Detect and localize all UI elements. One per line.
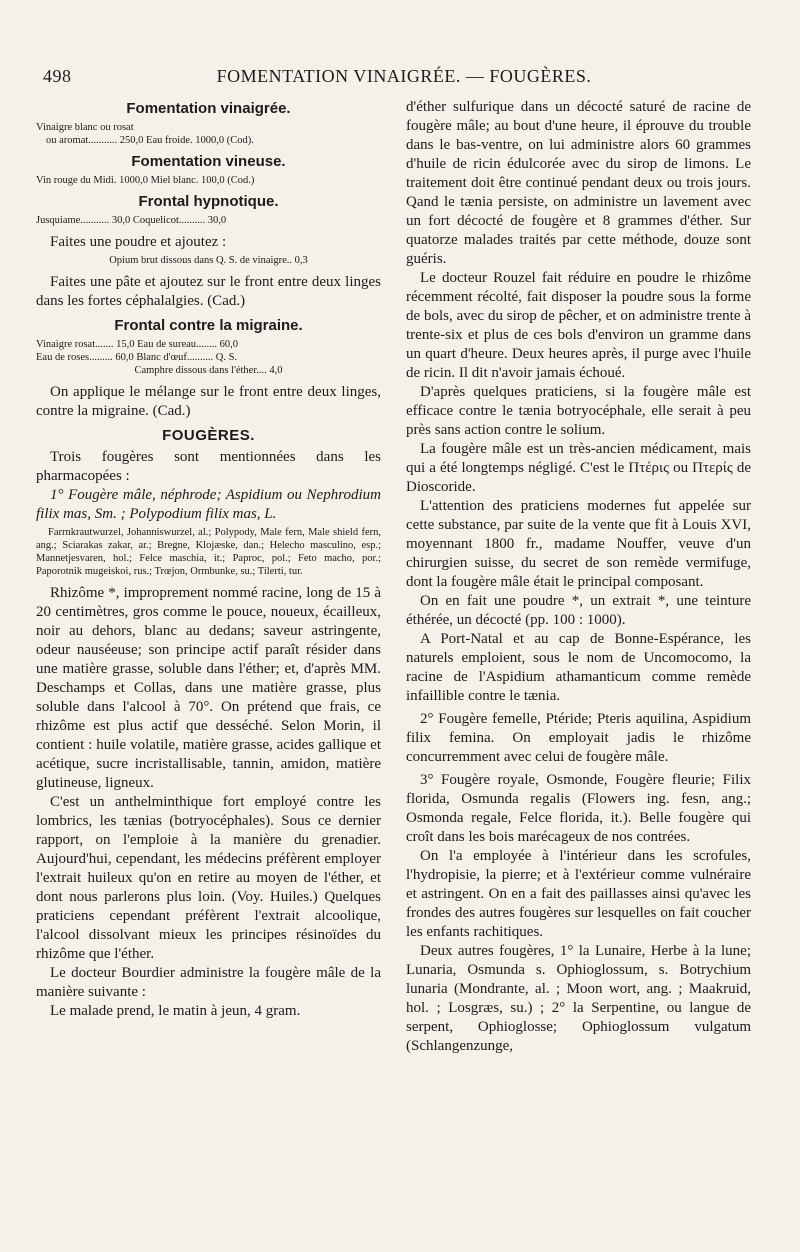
paragraph: La fougère mâle est un très-ancien médicament, mais qui a été longtemps négligé. C'est le Πτέρις ou Πτερίς de Dioscoride. — [406, 441, 751, 495]
recipe-line: Vinaigre blanc ou rosat — [36, 122, 134, 133]
recipe-line: ou aromat........... 250,0 Eau froide. 1000,0 (Cod). — [46, 135, 254, 146]
recipe-vineuse — [36, 174, 381, 187]
recipe-line: Jusquiame........... 30,0 Coquelicot.......... 30,0 — [36, 215, 227, 226]
paragraph: C'est un anthelminthique fort employé contre les lombrics, les tænias (botryocéphales). Sous ce dernier rapport, on l'emploie à la manière du grenadier. Aujourd'hui, cependant, les médecins préfèrent employer l'extrait huileux qu'on en retire au moyen de l'éther, et dont nous parlerons plus loin. (Voy. Huiles.) Quelques praticiens cependant préfèrent l'extrait alcoolique, l'alcool dissolvant mieux les principes résinoïdes du rhizôme que l'éther. — [36, 794, 381, 962]
recipe-line: Camphre dissous dans l'éther.... 4,0 — [134, 365, 283, 376]
recipe-line: Opium brut dissous dans Q. S. de vinaigre.. 0,3 — [109, 255, 308, 266]
paragraph: Le malade prend, le matin à jeun, 4 gram. — [50, 1003, 301, 1019]
heading-frontal-hypnotique: Frontal hypnotique. — [138, 193, 279, 210]
heading-frontal-migraine: Frontal contre la migraine. — [114, 317, 303, 334]
recipe-line: Eau de roses......... 60,0 Blanc d'œuf.......... Q. S. — [36, 352, 238, 363]
recipe-vinaigree — [36, 121, 381, 147]
page-number: 498 — [43, 66, 72, 86]
paragraph: 3° Fougère royale, Osmonde, Fougère fleurie; Filix florida, Osmunda regalis (Flowers ing. fesn, ang.; Osmonda regale, Felce florida, it.). Belle fougère qui croît dans les bois marécageux de nos contrées. — [406, 772, 751, 845]
recipe-line: Vin rouge du Midi. 1000,0 Miel blanc. 100,0 (Cod.) — [36, 175, 255, 186]
running-head — [43, 66, 765, 90]
heading-fougeres: FOUGÈRES. — [162, 427, 255, 444]
paragraph: 2° Fougère femelle, Ptéride; Pteris aquilina, Aspidium filix femina. On employait jadis le rhizôme concurremment avec celui de fougère mâle. — [406, 711, 751, 765]
paragraph: Faites une poudre et ajoutez : — [50, 234, 227, 250]
paragraph: Trois fougères sont mentionnées dans les pharmacopées : — [36, 449, 381, 484]
paragraph: A Port-Natal et au cap de Bonne-Espérance, les naturels emploient, sous le nom de Uncomocomo, la racine de l'Aspidium athamanticum comme remède infaillible contre le tænia. — [406, 631, 751, 704]
paragraph: L'attention des praticiens modernes fut appelée sur cette substance, par suite de la vente que fit à Louis XVI, moyennant 1800 fr., madame Nouffer, veuve d'un chirurgien suisse, du secret de son remède vermifuge, dont la fougère mâle était le principal composant. — [406, 498, 751, 590]
paragraph: Le docteur Rouzel fait réduire en poudre le rhizôme récemment récolté, fait disposer la poudre sous la forme de bols, avec du sirop de pêcher, et on administre trente à trente-six et plus de ces bols d'environ un gramme dans un quart d'heure. Deux heures après, il purge avec l'huile de ricin. Il dit n'avoir jamais échoué. — [406, 270, 751, 381]
running-title: FOMENTATION VINAIGRÉE. — FOUGÈRES. — [216, 66, 592, 86]
paragraph: Rhizôme *, improprement nommé racine, long de 15 à 20 centimètres, gros comme le pouce, noueux, écailleux, noir au dehors, blanc au dedans; saveur astringente, odeur nauséeuse; son principe actif paraît résider dans une matière grasse, soluble dans l'éther; et, d'après MM. Deschamps et Collas, dans une matière grasse, plus soluble dans l'alcool à 70°. On prétend que frais, ce rhizôme est plus actif que desséché. Selon Morin, il contient : huile volatile, matière grasse, acides gallique et acétique, sucre incristallisable, tannin, amidon, matière glutineuse, ligneux. — [36, 585, 381, 791]
paragraph: On en fait une poudre *, un extrait *, une teinture éthérée, un décocté (pp. 100 : 1000). — [406, 593, 751, 628]
paragraph: d'éther sulfurique dans un décocté saturé de racine de fougère mâle; au bout d'une heure, il éprouve du trouble dans le bas-ventre, on lui administre alors 60 grammes d'huile de ricin édulcorée avec du sirop de limons. Le traitement doit être continué pendant deux ou trois jours. Qand le tænia persiste, on administre un lavement avec un fort décocté de fougère et 8 grammes d'éther. Sur quatorze malades traités par cette méthode, douze sont guéris. — [406, 99, 751, 267]
heading-fomentation-vineuse: Fomentation vineuse. — [131, 153, 286, 170]
recipe-line: Vinaigre rosat....... 15,0 Eau de sureau........ 60,0 — [36, 339, 239, 350]
right-column — [406, 98, 751, 1056]
paragraph: On applique le mélange sur le front entre deux linges, contre la migraine. (Cad.) — [36, 384, 381, 419]
paragraph: Deux autres fougères, 1° la Lunaire, Herbe à la lune; Lunaria, Osmunda s. Ophioglossum, s. Botrychium lunaria (Mondrante, al. ; Moon wort, ang. ; Maakruid, hol. ; Losgræs, su.) ; 2° la Serpentine, ou langue de serpent, Ophioglosse; Ophioglossum vulgatum (Schlangenzunge, — [406, 943, 751, 1054]
heading-fomentation-vinaigree: Fomentation vinaigrée. — [126, 100, 291, 117]
synonyms-block: Farrnkrautwurzel, Johanniswurzel, al.; Polypody, Male fern, Male shield fern, ang.; Sciarakas zakar, ar.; Bregne, Klojæske, dan.; Helecho masculino, esp.; Mannetjesvaren, hol.; Felce maschia, it.; Paproc, pol.; Feto macho, por.; Paporotnik mugeiskoi, rus.; Trœjon, Ormbunke, su.; Tilerti, tur. — [36, 527, 381, 577]
recipe-migraine — [36, 338, 381, 377]
paragraph: 1° Fougère mâle, néphrode; Aspidium ou Nephrodium filix mas, Sm. ; Polypodium filix mas, L. — [36, 487, 381, 522]
recipe-hypnotique — [36, 214, 381, 227]
paragraph: On l'a employée à l'intérieur dans les scrofules, l'hydropisie, la pierre; et à l'extérieur comme vulnéraire et astringent. On en a fait des paillasses ainsi qu'avec les frondes des autres fougères sur lesquelles on fait coucher les enfants rachitiques. — [406, 848, 751, 940]
paragraph: Faites une pâte et ajoutez sur le front entre deux linges dans les fortes céphalalgies. (Cad.) — [36, 274, 381, 309]
paragraph: D'après quelques praticiens, si la fougère mâle est efficace contre le tænia botryocéphale, elle serait à peu près sans action contre le solium. — [406, 384, 751, 438]
left-column — [36, 98, 381, 1021]
paragraph: Le docteur Bourdier administre la fougère mâle de la manière suivante : — [36, 965, 381, 1000]
